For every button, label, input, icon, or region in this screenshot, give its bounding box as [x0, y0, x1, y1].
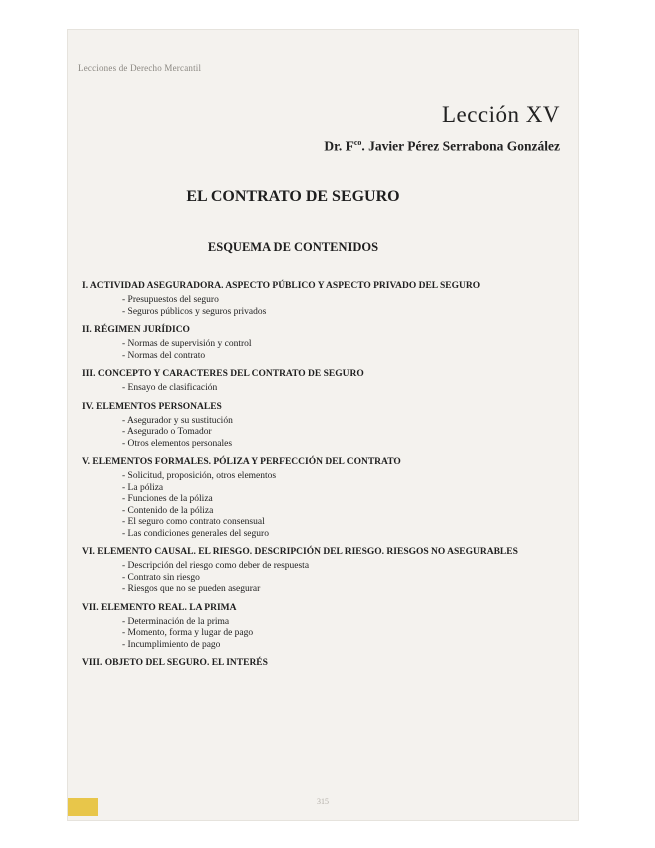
list-item: - Normas de supervisión y control [122, 339, 522, 351]
lesson-title: Lección XV [441, 102, 560, 127]
list-item: - Seguros públicos y seguros privados [122, 307, 522, 319]
list-item: - Incumplimiento de pago [122, 640, 522, 652]
section-items [82, 339, 522, 362]
list-item: - Solicitud, proposición, otros elementos [122, 471, 522, 483]
list-item: - Riesgos que no se pueden asegurar [122, 584, 522, 596]
outline-section [82, 324, 522, 362]
outline-section [82, 456, 522, 540]
page-title: EL CONTRATO DE SEGURO [186, 188, 400, 205]
section-items [82, 471, 522, 540]
list-item: - El seguro como contrato consensual [122, 517, 522, 529]
running-head: Lecciones de Derecho Mercantil [78, 63, 202, 73]
section-heading: III. CONCEPTO Y CARACTERES DEL CONTRATO DE SEGURO [82, 369, 364, 379]
list-item: - Funciones de la póliza [122, 494, 522, 506]
section-heading: VI. ELEMENTO CAUSAL. EL RIESGO. DESCRIPCIÓN DEL RIESGO. RIESGOS NO ASEGURABLES [82, 547, 518, 557]
author-name: . Javier Pérez Serrabona González [361, 138, 560, 154]
list-item: - La póliza [122, 483, 522, 495]
list-item: - Normas del contrato [122, 351, 522, 363]
list-item: - Asegurador y su sustitución [122, 416, 522, 428]
author-sup: co [353, 138, 362, 147]
list-item: - Presupuestos del seguro [122, 295, 522, 307]
list-item: - Otros elementos personales [122, 439, 522, 451]
list-item: - Contenido de la póliza [122, 506, 522, 518]
section-items [82, 383, 522, 395]
list-item: - Las condiciones generales del seguro [122, 529, 522, 541]
section-items [82, 617, 522, 652]
outline-section [82, 368, 522, 395]
page-number: 315 [317, 797, 329, 806]
page-subtitle: ESQUEMA DE CONTENIDOS [207, 240, 379, 254]
section-heading: VIII. OBJETO DEL SEGURO. EL INTERÉS [82, 658, 268, 668]
contents-outline [82, 274, 522, 670]
section-items [82, 416, 522, 451]
section-items [82, 561, 522, 596]
outline-section [82, 602, 522, 652]
section-heading: I. ACTIVIDAD ASEGURADORA. ASPECTO PÚBLICO Y ASPECTO PRIVADO DEL SEGURO [82, 281, 481, 291]
yellow-tab-marker [68, 798, 98, 816]
list-item: - Ensayo de clasificación [122, 383, 522, 395]
document-page [68, 30, 578, 820]
outline-section [82, 657, 522, 670]
outline-section [82, 546, 522, 596]
section-heading: V. ELEMENTOS FORMALES. PÓLIZA Y PERFECCIÓN DEL CONTRATO [82, 457, 401, 467]
list-item: - Asegurado o Tomador [122, 427, 522, 439]
section-heading: II. RÉGIMEN JURÍDICO [82, 325, 190, 335]
section-heading: VII. ELEMENTO REAL. LA PRIMA [82, 602, 237, 613]
list-item: - Contrato sin riesgo [122, 573, 522, 585]
section-heading: IV. ELEMENTOS PERSONALES [82, 401, 222, 412]
outline-section [82, 401, 522, 451]
outline-section [82, 280, 522, 318]
author-prefix: Dr. F [324, 138, 354, 154]
author-line [324, 138, 560, 155]
list-item: - Determinación de la prima [122, 617, 522, 629]
list-item: - Momento, forma y lugar de pago [122, 628, 522, 640]
list-item: - Descripción del riesgo como deber de respuesta [122, 561, 522, 573]
section-items [82, 295, 522, 318]
